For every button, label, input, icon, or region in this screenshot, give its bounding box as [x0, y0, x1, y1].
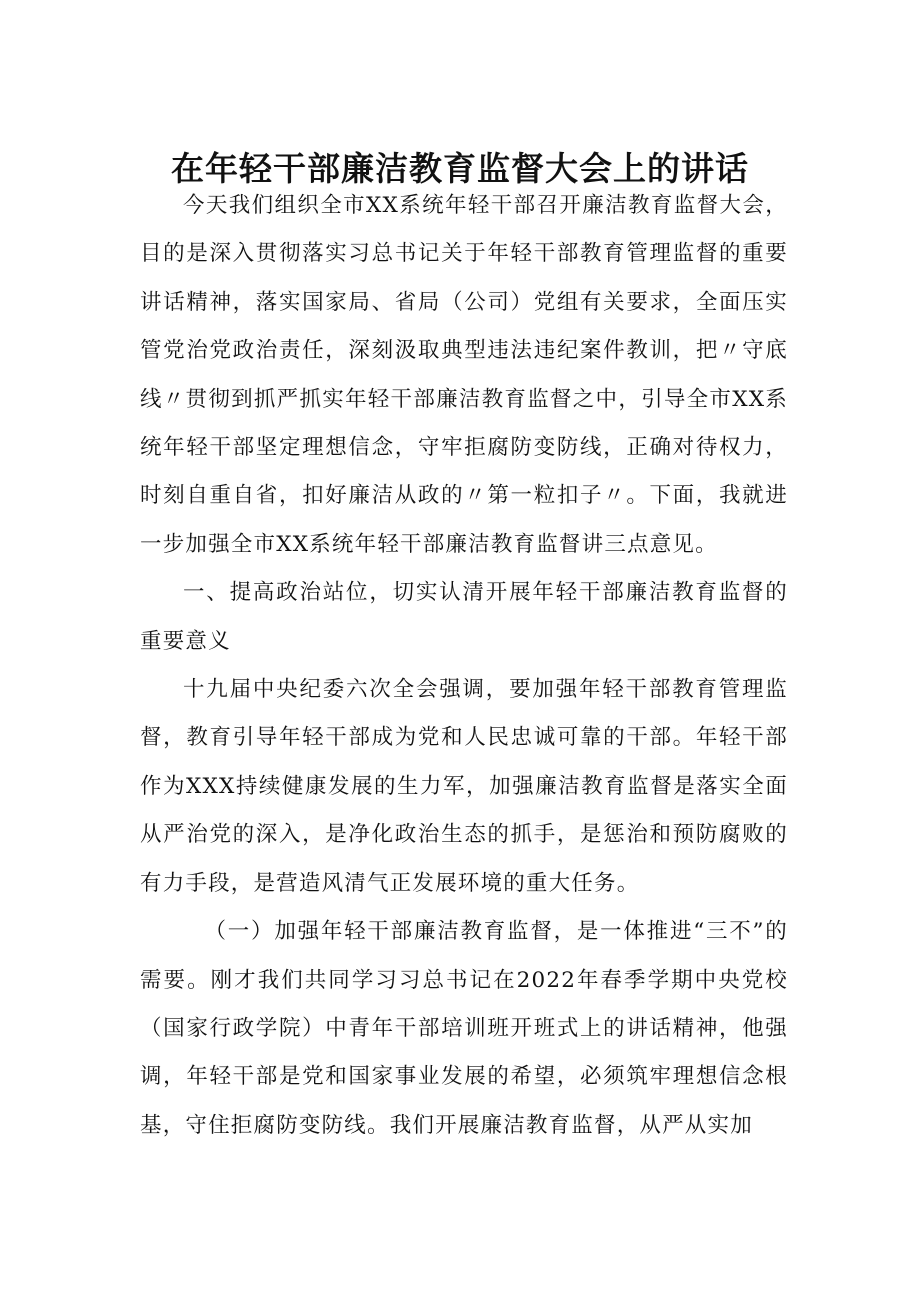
paragraph-intro: 今天我们组织全市XX系统年轻干部召开廉洁教育监督大会，目的是深入贯彻落实习总书记关于年轻干部教育管理监督的重要讲话精神，落实国家局、省局（公司）党组有关要求，全面压实管党治党政治责任，深刻汲取典型违法违纪案件教训，把〃守底线〃贯彻到抓严抓实年轻干部廉洁教育监督之中，引导全市XX系统年轻干部坚定理想信念，守牢拒腐防变防线，正确对待权力，时刻自重自省，扣好廉洁从政的〃第一粒扣子〃。下面，我就进一步加强全市XX系统年轻干部廉洁教育监督讲三点意见。 — [140, 193, 788, 557]
document-body — [140, 182, 788, 1150]
subsection-1: （一）加强年轻干部廉洁教育监督，是一体推进“三不”的需要。刚才我们共同学习习总书记在2022年春季学期中央党校（国家行政学院）中青年干部培训班开班式上的讲话精神，他强调，年轻干部是党和国家事业发展的希望，必须筑牢理想信念根基，守住拒腐防变防线。我们开展廉洁教育监督，从严从实加 — [140, 919, 788, 1138]
document-title: 在年轻干部廉洁教育监督大会上的讲话 — [171, 149, 749, 188]
section-heading-1: 一、提高政治站位，切实认清开展年轻干部廉洁教育监督的重要意义 — [140, 580, 788, 654]
paragraph-section-1: 十九届中央纪委六次全会强调，要加强年轻干部教育管理监督，教育引导年轻干部成为党和人民忠诚可靠的干部。年轻干部作为XXX持续健康发展的生力军，加强廉洁教育监督是落实全面从严治党的深入，是净化政治生态的抓手，是惩治和预防腐败的有力手段，是营造风清气正发展环境的重大任务。 — [140, 677, 788, 896]
